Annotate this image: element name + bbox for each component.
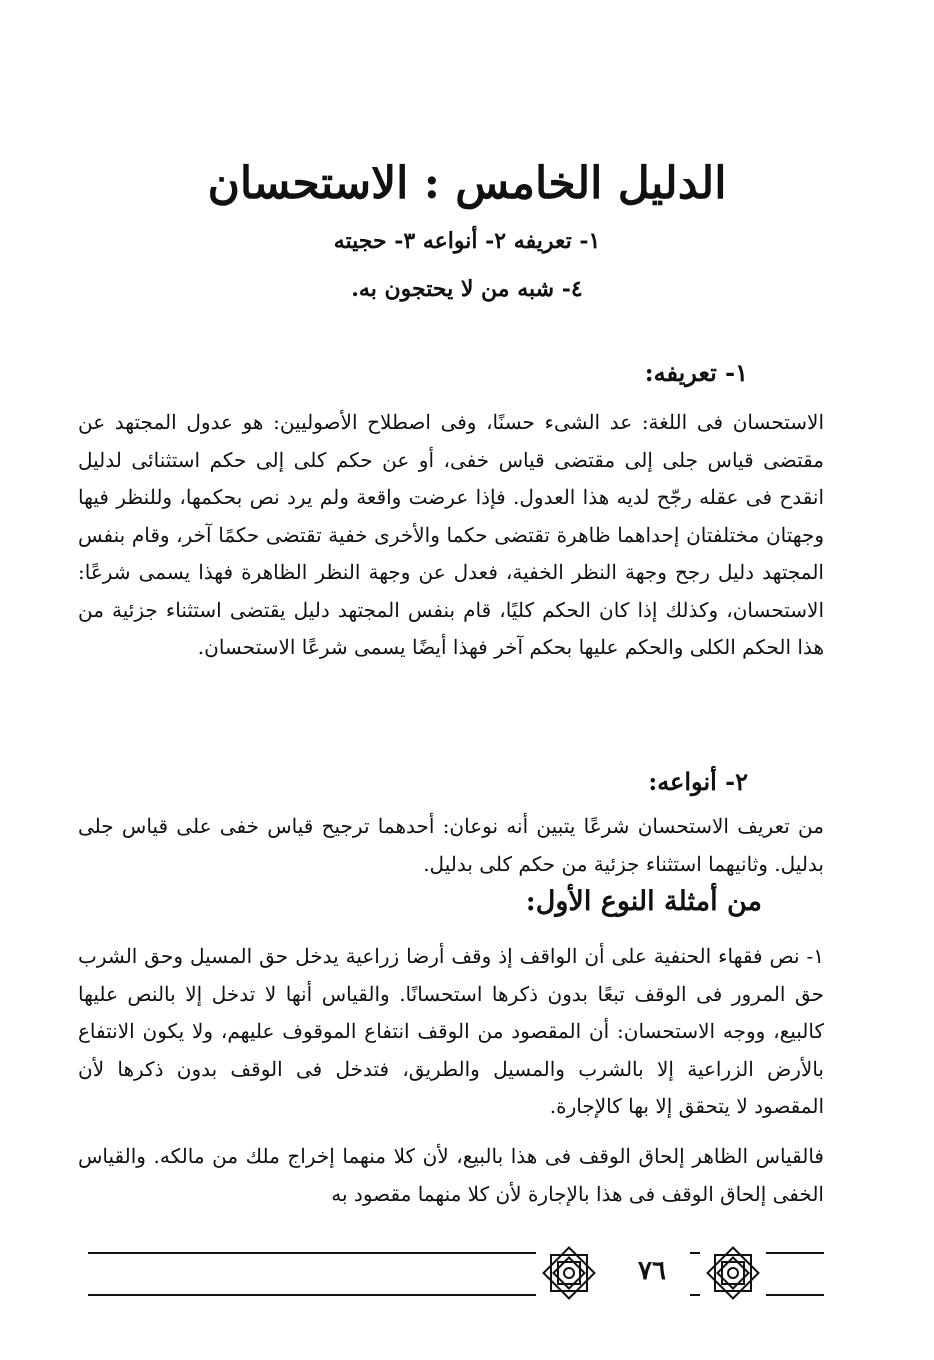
footer-rule-left-bottom xyxy=(88,1294,536,1296)
example-paragraph-1: ١- نص فقهاء الحنفية على أن الواقف إذ وقف أرضا زراعية يدخل حق المسيل وحق الشرب حق المرور فى الوقف تبعًا بدون ذكرها استحسانًا. والقياس أنها لا تدخل إلا بالنص عليها كالبيع، ووجه الاستحسان: أن المقصود من الوقف انتفاع الموقوف عليهم، ولا يكون الانتفاع بالأرض الزراعية إلا بالشرب والمسيل والطريق، فتدخل فى الوقف بدون ذكرها لأن المقصود لا يتحقق إلا بها كالإجارة. xyxy=(78,944,824,1118)
example-paragraph-2: فالقياس الظاهر إلحاق الوقف فى هذا بالبيع، لأن كلا منهما إخراج ملك من مالكه. والقياس الخفى إلحاق الوقف فى هذا بالإجارة لأن كلا منهما مقصود به xyxy=(78,1144,824,1206)
footer-rule-left-top xyxy=(88,1252,536,1254)
contents-line-1: ١- تعريفه ٢- أنواعه ٣- حجيته xyxy=(333,228,601,254)
octagram-ornament-icon xyxy=(700,1240,766,1306)
definition-paragraph: الاستحسان فى اللغة: عد الشىء حسنًا، وفى اصطلاح الأصوليين: هو عدول المجتهد عن مقتضى قياس جلى إلى مقتضى قياس خفى، أو عن حكم كلى إلى حكم استثنائى لدليل انقدح فى عقله رجّح لديه هذا العدول. فإذا عرضت واقعة ولم يرد نص بحكمها، وللنظر فيها وجهتان مختلفتان إحداهما ظاهرة تقتضى حكما والأخرى خفية تقتضى حكمًا آخر، وقام بنفس المجتهد دليل رجح وجهة النظر الخفية، فعدل عن وجهة النظر الظاهرة فهذا يسمى شرعًا: الاستحسان، وكذلك إذا كان الحكم كليًا، قام بنفس المجتهد دليل يقتضى استثناء جزئية من هذا الحكم الكلى والحكم عليها بحكم آخر فهذا أيضًا يسمى شرعًا الاستحسان. xyxy=(78,410,824,659)
chapter-title: الدليل الخامس : الاستحسان xyxy=(207,158,727,209)
octagram-ornament-icon xyxy=(536,1240,602,1306)
types-paragraph: من تعريف الاستحسان شرعًا يتبين أنه نوعان: أحدهما ترجيح قياس خفى على قياس جلى بدليل. وثانيهما استثناء جزئية من حكم كلى بدليل. xyxy=(78,814,824,876)
page-number: ٧٦ xyxy=(638,1256,666,1286)
subsection-heading-examples: من أمثلة النوع الأول: xyxy=(525,886,762,917)
section-heading-types: ٢- أنواعه: xyxy=(648,767,748,796)
contents-line-2: ٤- شبه من لا يحتجون به. xyxy=(351,276,583,302)
section-heading-definition: ١- تعريفه: xyxy=(644,358,748,387)
